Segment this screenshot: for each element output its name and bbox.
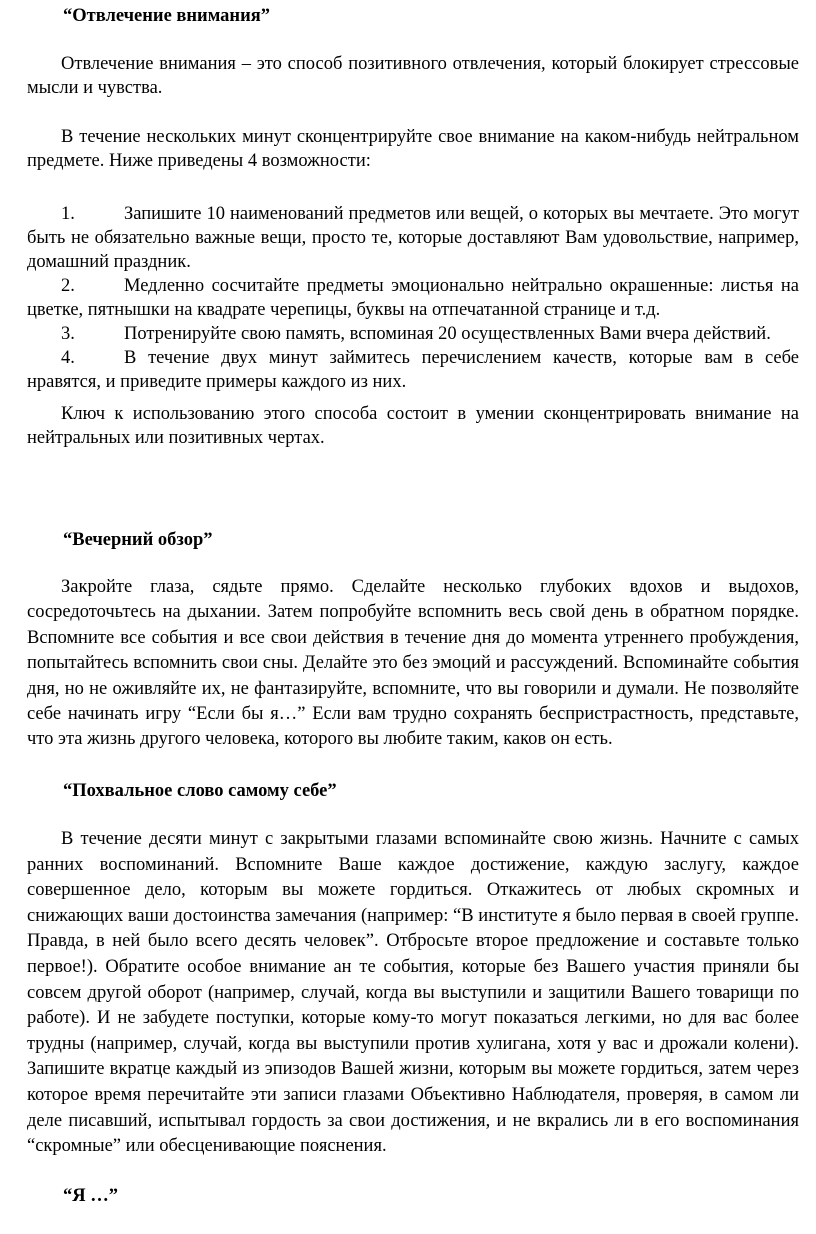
section-distraction-intro <box>27 52 799 100</box>
list-item-text: Потренируйте свою память, вспоминая 20 осуществленных Вами вчера действий. <box>124 324 771 344</box>
section-title-evening-review: “Вечерний обзор” <box>63 530 213 550</box>
paragraph: В течение десяти минут с закрытыми глазами вспоминайте свою жизнь. Начните с самых ранних воспоминаний. Вспомните Ваше каждое достижение, каждую заслугу, каждое совершенное дело, которым вы можете гордиться. Откажитесь от любых скромных и снижающих ваши достоинства замечания (например: “В институте я было первая в своей группе. Правда, в ней было всего десять человек”. Отбросьте второе предложение и составьте только первое!). Обратите особое внимание ан те события, которые без Вашего участия приняли бы совсем другой оборот (например, случай, когда вы выступили и защитили Вашего товарищи по работе). И не забудете поступки, которые кому-то могут показаться легкими, но для вас более трудны (например, случай, когда вы выступили против хулигана, хотя у вас и дрожали колени). Запишите вкратце каждый из эпизодов Вашей жизни, которым вы можете гордиться, затем через которое время перечитайте эти записи глазами Объективно Наблюдателя, проверяя, в самом ли деле писавший, испытывал гордость за свои достижения, и не вкрались ли в его воспоминания “скромные” или обесценивающие пояснения. <box>27 829 799 1157</box>
section-title-i: “Я …” <box>63 1186 118 1206</box>
paragraph: Закройте глаза, сядьте прямо. Сделайте несколько глубоких вдохов и выдохов, сосредоточьтесь на дыхании. Затем попробуйте вспомнить весь свой день в обратном порядке. Вспомните все события и все свои действия в течение дня до момента утреннего пробуждения, попытайтесь вспомнить свои сны. Делайте это без эмоций и рассуждений. Вспоминайте события дня, но не оживляйте их, не фантазируйте, вспомните, что вы говорили и думали. Не позволяйте себе начинать игру “Если бы я…” Если вам трудно сохранять беспристрастность, представьте, что эта жизнь другого человека, которого вы любите таким, каков он есть. <box>27 577 799 750</box>
paragraph: В течение нескольких минут сконцентрируйте свое внимание на каком-нибудь нейтральном предмете. Ниже приведены 4 возможности: <box>27 127 799 171</box>
section-self-praise-body <box>27 827 799 1160</box>
paragraph: Ключ к использованию этого способа состоит в умении сконцентрировать внимание на нейтральных или позитивных чертах. <box>27 404 799 448</box>
list-item <box>27 274 799 322</box>
list-item-text: Медленно сосчитайте предметы эмоционально нейтрально окрашенные: листья на цветке, пятнышки на квадрате черепицы, буквы на отпечатанной странице и т.д. <box>27 276 799 320</box>
section-title-distraction: “Отвлечение внимания” <box>63 6 271 26</box>
list-number: 4. <box>61 348 75 368</box>
list-number: 2. <box>61 276 75 296</box>
list-item <box>27 322 799 346</box>
section-title-self-praise: “Похвальное слово самому себе” <box>63 781 337 801</box>
list-item-text: В течение двух минут займитесь перечислением качеств, которые вам в себе нравятся, и приведите примеры каждого из них. <box>27 348 799 392</box>
list-item <box>27 346 799 394</box>
section-distraction-instructions <box>27 125 799 173</box>
paragraph: Отвлечение внимания – это способ позитивного отвлечения, который блокирует стрессовые мысли и чувства. <box>27 54 799 98</box>
section-distraction-key <box>27 402 799 450</box>
list-item <box>27 202 799 274</box>
section-evening-review-body <box>27 575 799 753</box>
list-number: 3. <box>61 324 75 344</box>
numbered-list <box>27 202 799 394</box>
list-number: 1. <box>61 204 75 224</box>
list-item-text: Запишите 10 наименований предметов или вещей, о которых вы мечтаете. Это могут быть не обязательно важные вещи, просто те, которые доставляют Вам удовольствие, например, домашний праздник. <box>27 204 799 272</box>
